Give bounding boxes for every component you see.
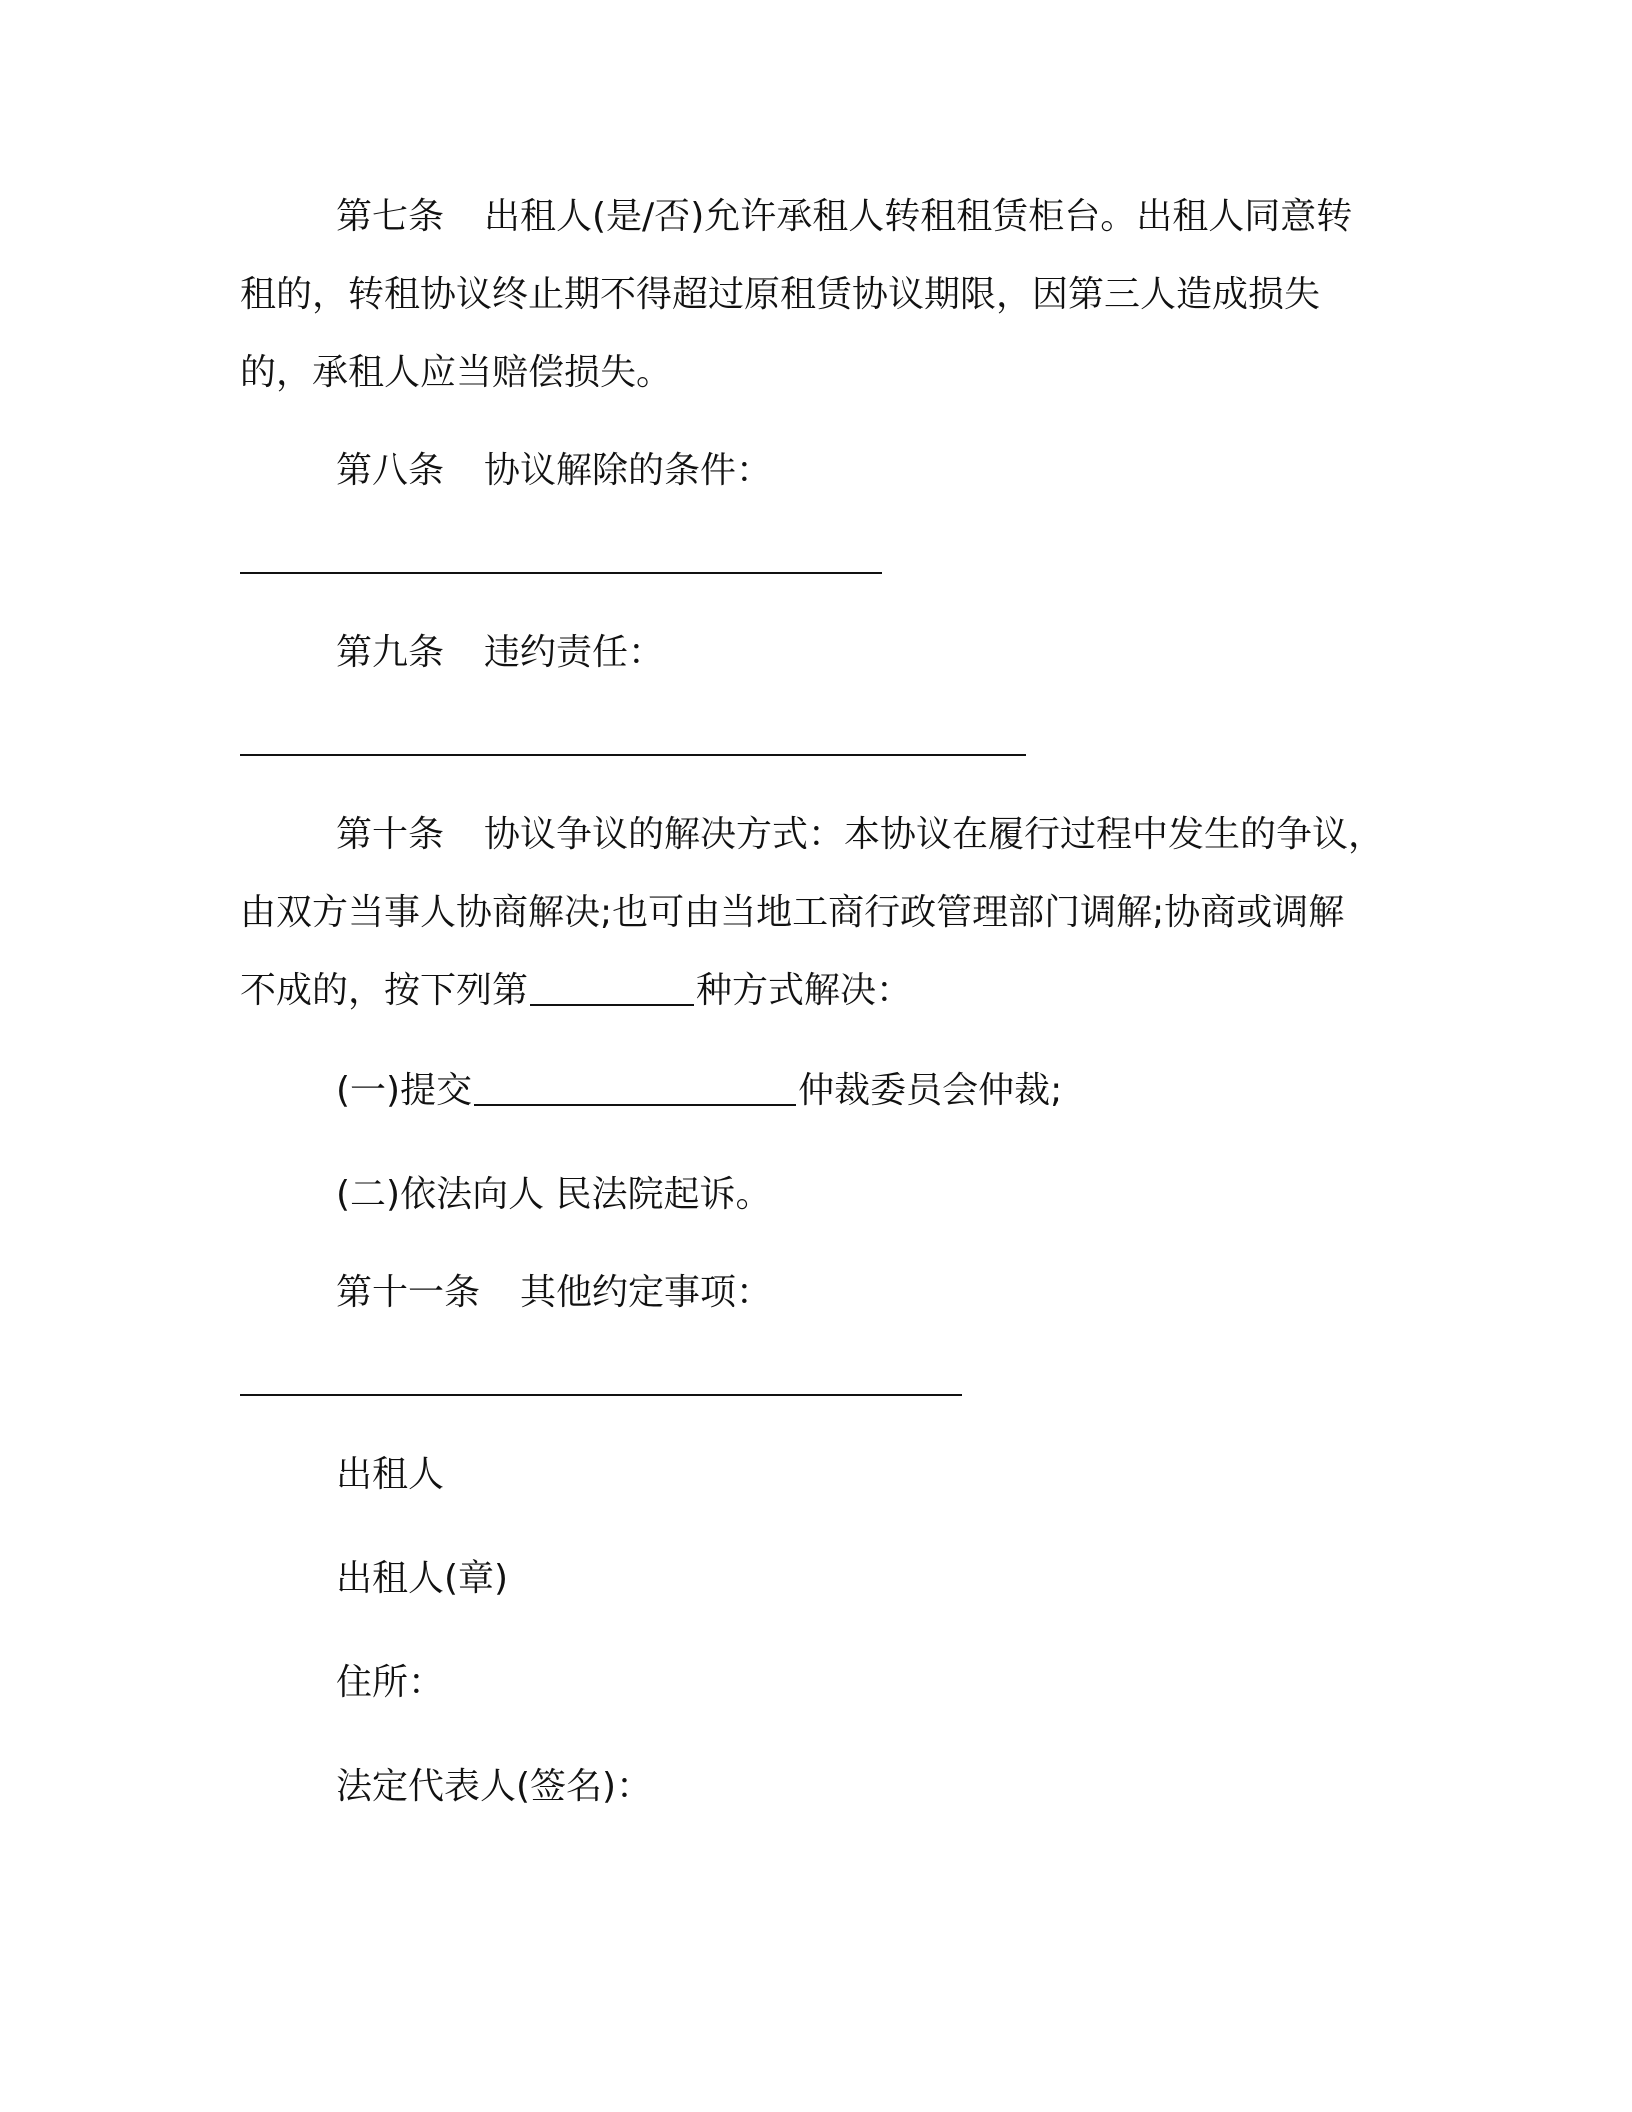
article-8-text: 协议解除的条件： <box>484 450 773 491</box>
article-7-line-1: 出租人(是/否)允许承租人转租租赁柜台。出租人同意转 <box>484 196 1353 237</box>
article-10-line-2: 由双方当事人协商解决;也可由当地工商行政管理部门调解;协商或调解 <box>240 892 1345 933</box>
article-7-heading: 第七条 <box>336 196 445 237</box>
article-11-text: 其他约定事项： <box>520 1272 773 1313</box>
option-1-before: (一)提交 <box>336 1070 473 1111</box>
article-11 <box>240 1254 1400 1332</box>
article-10-line-3-after: 种方式解决： <box>696 970 913 1011</box>
article-11-heading: 第十一条 <box>336 1272 481 1313</box>
option-1 <box>240 1052 1400 1130</box>
article-11-blank-line <box>240 1394 962 1396</box>
article-10 <box>240 796 1400 1030</box>
article-7-line-3: 的，承租人应当赔偿损失。 <box>240 352 673 393</box>
article-10-line-1: 协议争议的解决方式：本协议在履行过程中发生的争议， <box>484 814 1385 855</box>
option-1-after: 仲裁委员会仲裁; <box>798 1070 1063 1111</box>
article-8-blank-line <box>240 572 882 574</box>
article-10-blank <box>530 1003 694 1006</box>
option-1-blank <box>474 1103 796 1106</box>
article-7 <box>240 178 1400 412</box>
option-2 <box>240 1156 1400 1234</box>
option-2-text: (二)依法向人 民法院起诉。 <box>336 1174 772 1215</box>
article-9 <box>240 614 1400 692</box>
signature-legal-rep: 法定代表人(签名)： <box>336 1766 653 1807</box>
article-10-line-3-before: 不成的，按下列第 <box>240 970 529 1011</box>
article-9-blank-line <box>240 754 1026 756</box>
article-9-text: 违约责任： <box>484 632 665 673</box>
signature-lessor-seal: 出租人(章) <box>336 1558 509 1599</box>
article-8-heading: 第八条 <box>336 450 445 491</box>
article-10-heading: 第十条 <box>336 814 445 855</box>
article-9-heading: 第九条 <box>336 632 445 673</box>
article-8 <box>240 432 1400 510</box>
signature-lessor: 出租人 <box>336 1454 445 1495</box>
signature-address: 住所： <box>336 1662 445 1703</box>
article-7-line-2: 租的，转租协议终止期不得超过原租赁协议期限，因第三人造成损失 <box>240 274 1321 315</box>
